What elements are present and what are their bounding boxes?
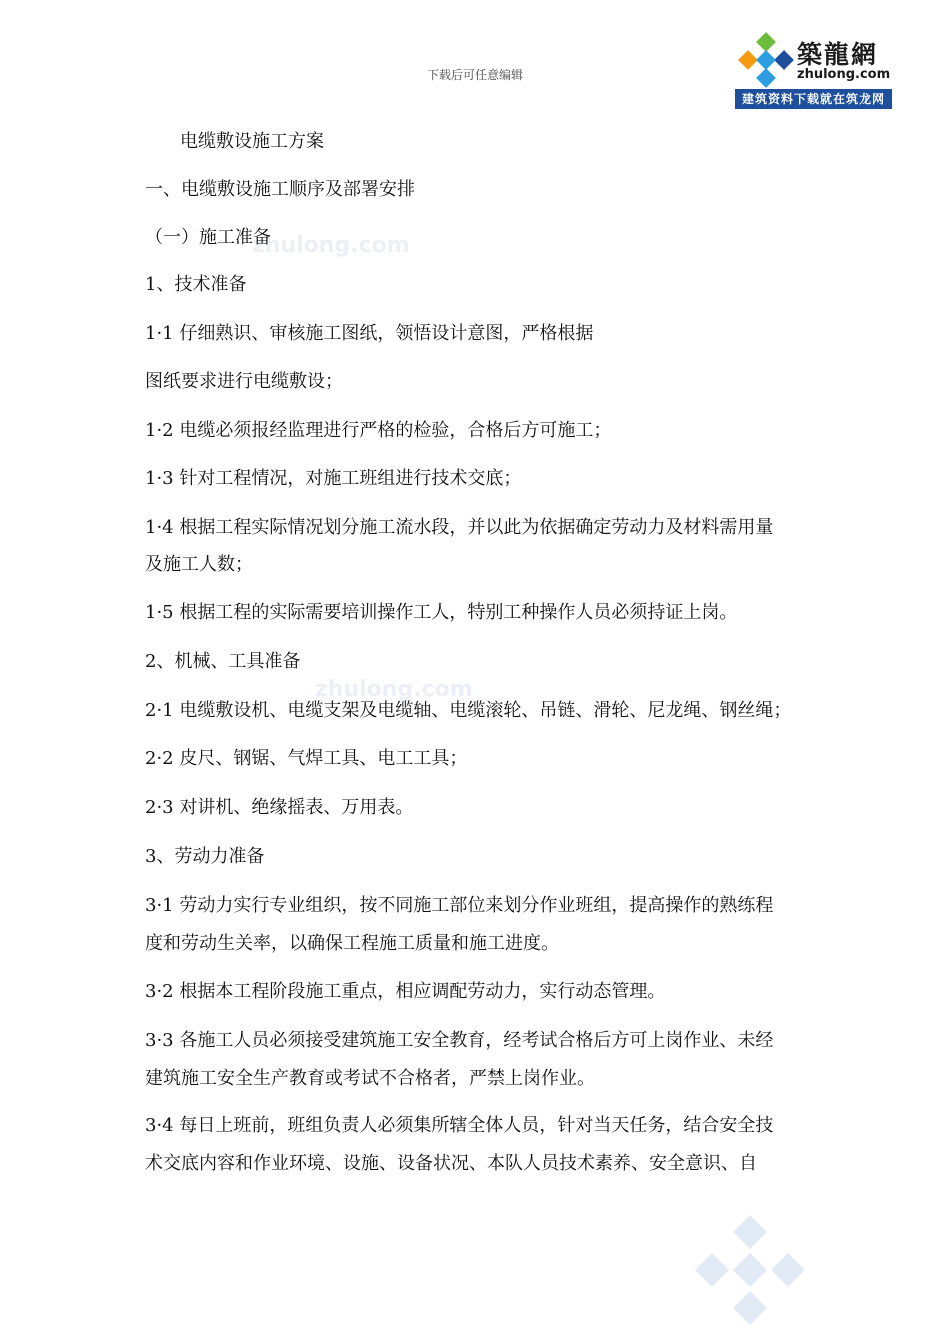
logo-name: 築龍網 — [797, 40, 879, 69]
watermark: zhulong.com — [315, 677, 473, 702]
paragraph-line: 3·2 根据本工程阶段施工重点，相应调配劳动力，实行动态管理。 — [145, 981, 666, 1002]
paragraph-line: 2·2 皮尺、钢锯、气焊工具、电工工具； — [145, 748, 468, 769]
zhulong-logo — [735, 31, 892, 109]
paragraph-line: 图纸要求进行电缆敷设； — [145, 371, 343, 392]
paragraph-line: 1·5 根据工程的实际需要培训操作工人，特别工种操作人员必须持证上岗。 — [145, 602, 738, 623]
document-title: 电缆敷设施工方案 — [180, 131, 324, 152]
paragraph-line: 1·3 针对工程情况，对施工班组进行技术交底； — [145, 468, 522, 489]
paragraph-line: 3·4 每日上班前，班组负责人必须集所辖全体人员，针对当天任务，结合安全技 — [145, 1115, 774, 1136]
paragraph-line: 2·3 对讲机、绝缘摇表、万用表。 — [145, 797, 414, 818]
paragraph-line: 及施工人数； — [145, 554, 253, 575]
snowflake-logo-icon — [737, 31, 795, 89]
paragraph-line: 1·4 根据工程实际情况划分施工流水段，并以此为依据确定劳动力及材料需用量 — [145, 517, 774, 538]
logo-domain: zhulong.com — [797, 67, 891, 82]
paragraph-line: 1·2 电缆必须报经监理进行严格的检验，合格后方可施工； — [145, 420, 612, 441]
paragraph-line: 1·1 仔细熟识、审核施工图纸，领悟设计意图，严格根据 — [145, 323, 594, 344]
logo-banner: 建筑资料下载就在筑龙网 — [735, 89, 892, 109]
item-heading: 3、劳动力准备 — [145, 846, 265, 867]
paragraph-line: 度和劳动生关率，以确保工程施工质量和施工进度。 — [145, 933, 559, 954]
watermark: zhulong.com — [252, 233, 410, 258]
paragraph-line: 术交底内容和作业环境、设施、设备状况、本队人员技术素养、安全意识、自 — [145, 1153, 757, 1174]
item-heading: 1、技术准备 — [145, 274, 247, 295]
section-heading: 一、电缆敷设施工顺序及部署安排 — [145, 179, 415, 200]
item-heading: 2、机械、工具准备 — [145, 651, 301, 672]
subsection-heading: （一）施工准备 — [145, 227, 271, 248]
paragraph-line: 3·1 劳动力实行专业组织，按不同施工部位来划分作业班组，提高操作的熟练程 — [145, 895, 774, 916]
paragraph-line: 3·3 各施工人员必须接受建筑施工安全教育，经考试合格后方可上岗作业、未经 — [145, 1030, 774, 1051]
logo-top — [735, 31, 892, 89]
paragraph-line: 2·1 电缆敷设机、电缆支架及电缆轴、电缆滚轮、吊链、滑轮、尼龙绳、钢丝绳； — [145, 700, 792, 721]
paragraph-line: 建筑施工安全生产教育或考试不合格者，严禁上岗作业。 — [145, 1068, 595, 1089]
snowflake-watermark-icon — [695, 1215, 805, 1325]
header-note: 下载后可任意编辑 — [426, 68, 523, 82]
